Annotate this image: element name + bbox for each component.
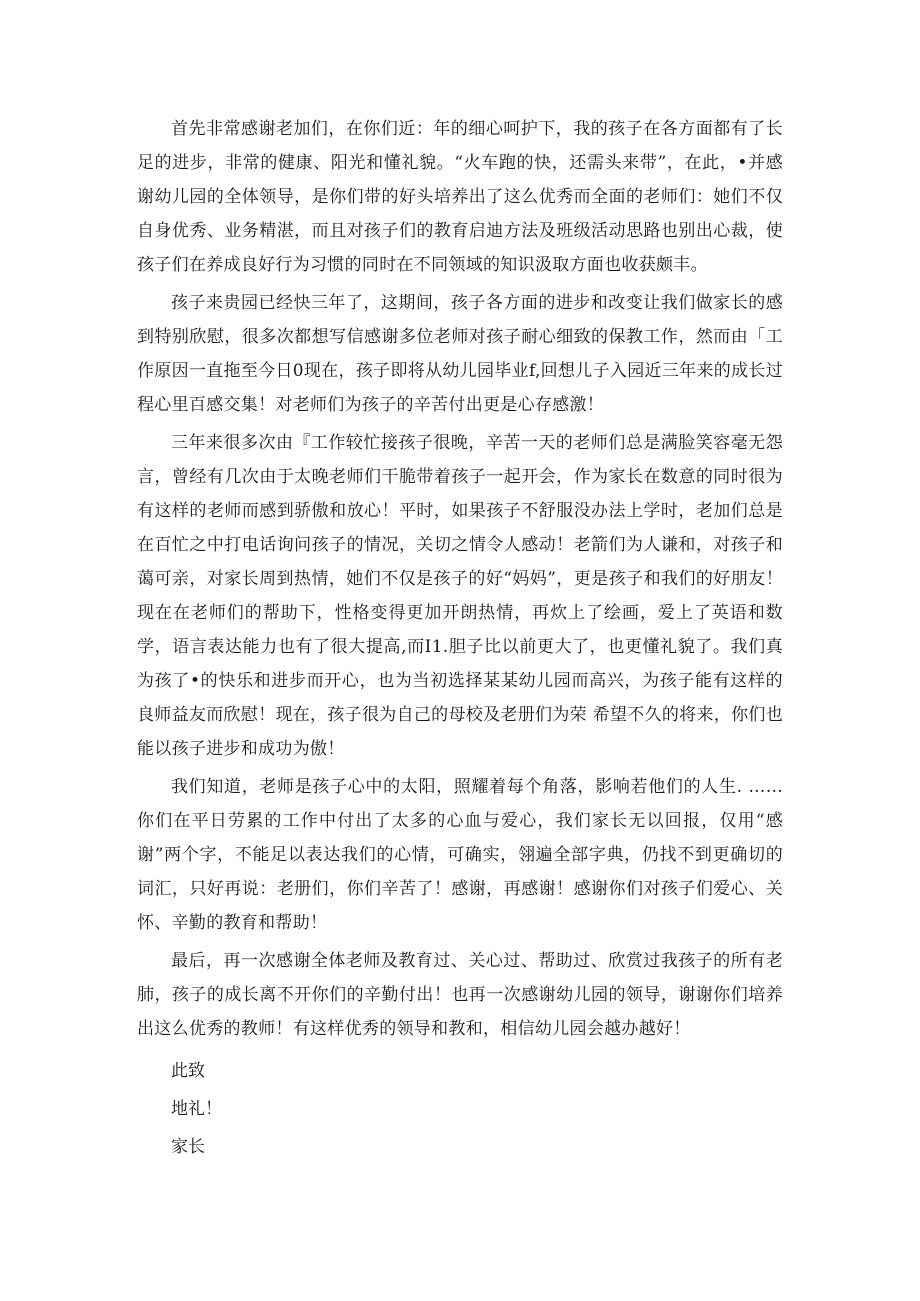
paragraph-2: 孩子来贵园已经快三年了，这期间，孩子各方面的进步和改变让我们做家长的感到特别欣慰，很多次都想写信感谢多位老师对孩子耐心细致的保教工作，然而由「工作原因一直拖至今日0现在，孩子即将从幼儿园毕业f,回想儿子入园近三年来的成长过程心里百感交集！对老师们为孩子的辛苦付出更是心存感激！ xyxy=(137,293,783,415)
paragraph-1: 首先非常感谢老加们，在你们近：年的细心呵护下，我的孩子在各方面都有了长足的进步，非常的健康、阳光和懂礼貌。“火车跑的快，还需头来带”，在此，•并感谢幼儿园的全体领导，是你们带的好头培养出了这么优秀而全面的老师们：她们不仅自身优秀、业务精湛，而且对孩子们的教育启迪方法及班级活动思路也别出心裁，使孩子们在养成良好行为习惯的同时在不同领域的知识汲取方面也收获颇丰。 xyxy=(137,119,783,275)
closing-respect: 地礼！ xyxy=(171,1099,222,1119)
paragraph-4: 我们知道，老师是孩子心中的太阳，照耀着每个角落，影响若他们的人生. ……你们在平日劳累的工作中付出了太多的心血与爱心，我们家长无以回报，仅用“感谢”两个字，不能足以表达我们的心情，可确实，翎遍全部字典，仍找不到更确切的词汇，只好再说：老册们，你们辛苦了！感谢，再感谢！感谢你们对孩子们爱心、关怀、辛勤的教育和帮助！ xyxy=(137,777,783,933)
closing-salutation: 此致 xyxy=(171,1061,205,1081)
letter-closing xyxy=(137,1052,783,1166)
paragraph-3: 三年来很多次由『工作较忙接孩子很晚，辛苦一天的老师们总是满脸笑容毫无怨言，曾经有几次由于太晚老师们干脆带着孩子一起开会，作为家长在数意的同时很为有这样的老师而感到骄傲和放心！平时，如果孩子不舒服没办法上学时，老加们总是在百忙之中打电话询问孩子的情况，关切之情令人感动！老箭们为人谦和，对孩子和蔼可亲，对家长周到热情，她们不仅是孩子的好“妈妈”，更是孩子和我们的好朋友！现在在老师们的帮助下，性格变得更加开朗热情，再炊上了绘画，爱上了英语和数学，语言表达能力也有了很大提高,而I1.胆子比以前更大了，也更懂礼貌了。我们真为孩了•的快乐和进步而开心，也为当初选择某某幼儿园而高兴，为孩子能有这样的良师益友而欣慰！现在，孩子很为自己的母校及老册们为荣 希望不久的将来，你们也能以孩子进步和成功为傲！ xyxy=(137,433,783,759)
closing-signature: 家长 xyxy=(171,1137,205,1157)
letter-body xyxy=(137,112,783,1166)
paragraph-5: 最后，再一次感谢全体老师及教育过、关心过、帮助过、欣赏过我孩子的所有老肺，孩子的成长离不开你们的辛勤付出！也再一次感谢幼儿园的领导，谢谢你们培养出这么优秀的教师！有这样优秀的领导和教和，相信幼儿园会越办越好！ xyxy=(137,951,783,1039)
